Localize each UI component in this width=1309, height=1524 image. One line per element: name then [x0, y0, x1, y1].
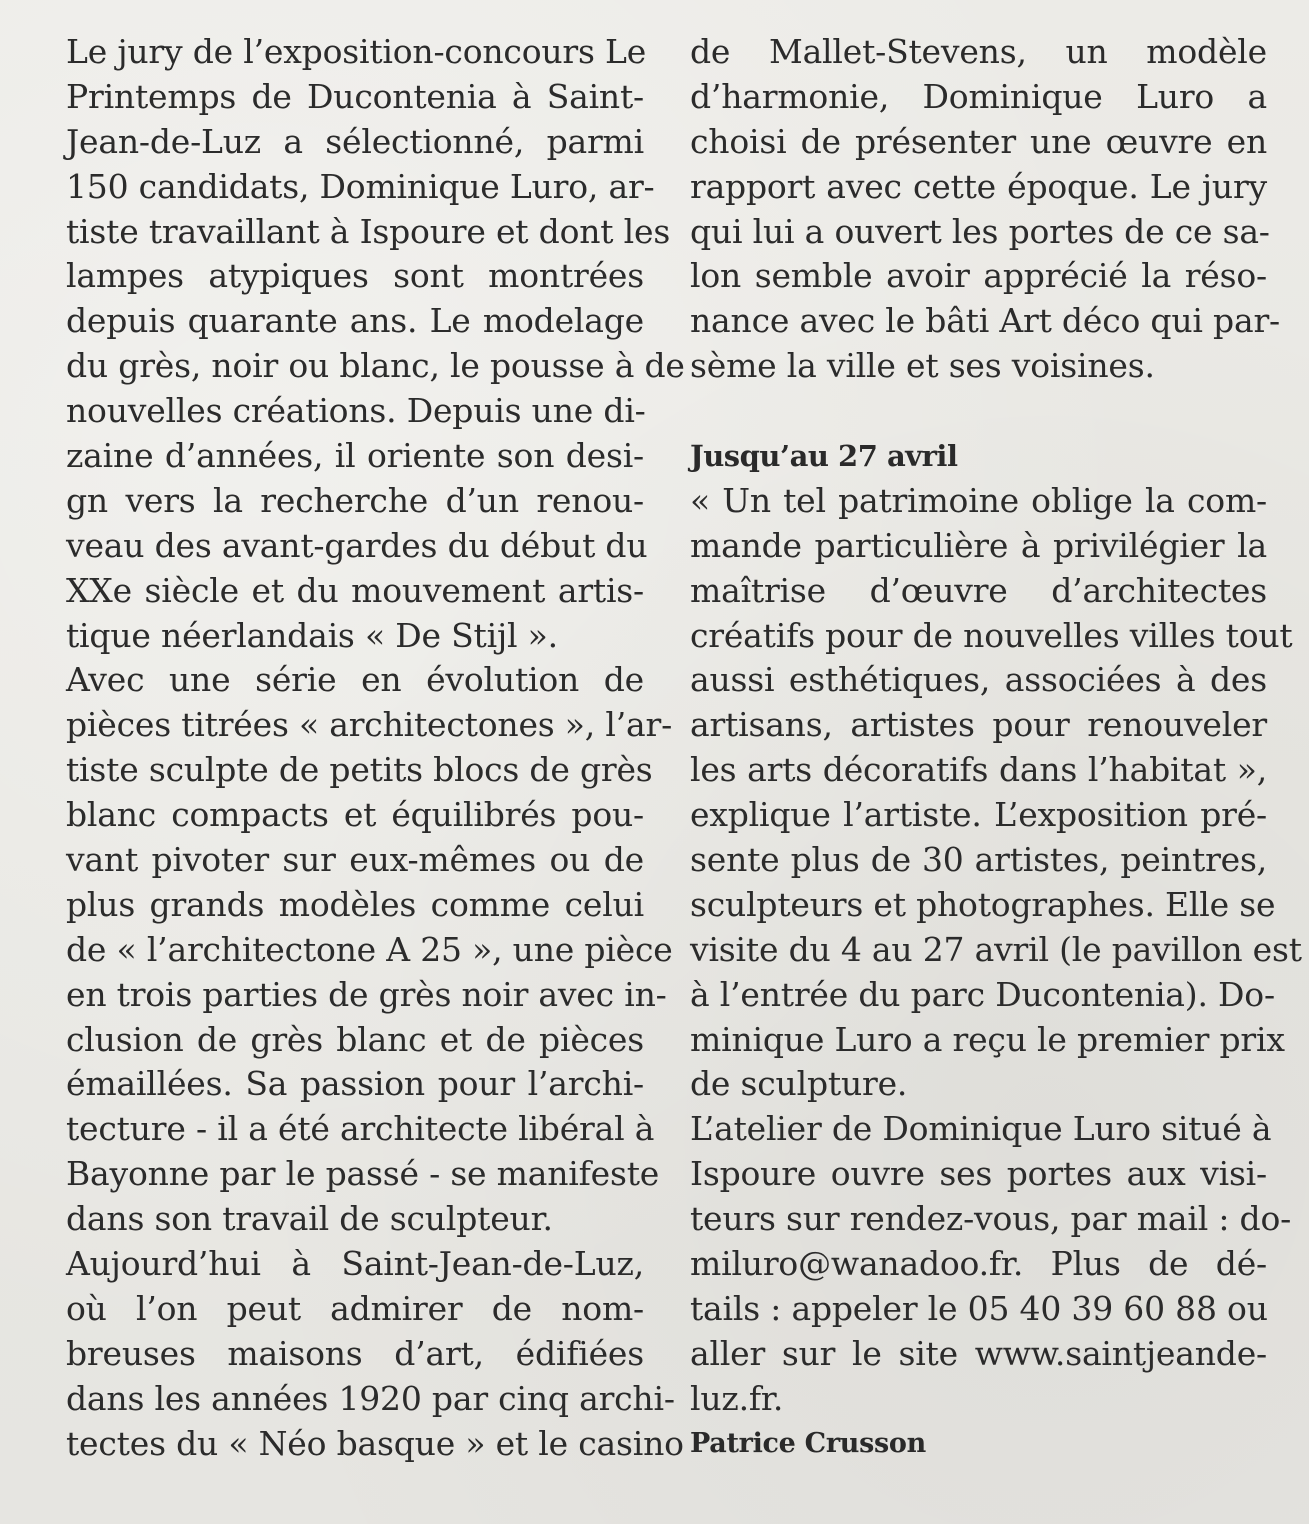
article-line: Ispoure ouvre ses portes aux visi-: [690, 1154, 1267, 1194]
article-line: explique l’artiste. L’exposition pré-: [690, 795, 1267, 835]
article-line: artisans, artistes pour renouveler: [690, 705, 1267, 745]
article-line: L’atelier de Dominique Luro situé à: [690, 1109, 1272, 1149]
article-line: Avec une série en évolution de: [66, 660, 644, 700]
article-line: tique néerlandais « De Stijl ».: [66, 615, 558, 655]
article-line: 150 candidats, Dominique Luro, ar-: [66, 166, 655, 206]
article-line: miluro@wanadoo.fr. Plus de dé-: [690, 1244, 1267, 1284]
article-line: de sculpture.: [690, 1064, 908, 1104]
article-line: XXe siècle et du mouvement artis-: [66, 570, 644, 610]
article-line: minique Luro a reçu le premier prix: [690, 1019, 1285, 1059]
article-line: Printemps de Ducontenia à Saint-: [66, 76, 644, 116]
article-line: luz.fr.: [690, 1378, 784, 1418]
article-left-column: [66, 30, 685, 1467]
article-line: plus grands modèles comme celui: [66, 884, 644, 924]
article-line: où l’on peut admirer de nom-: [66, 1288, 644, 1328]
article-line: depuis quarante ans. Le modelage: [66, 301, 644, 341]
article-line: créatifs pour de nouvelles villes tout: [690, 615, 1293, 655]
article-line: les arts décoratifs dans l’habitat »,: [690, 750, 1267, 790]
article-line: clusion de grès blanc et de pièces: [66, 1019, 644, 1059]
article-line: visite du 4 au 27 avril (le pavillon est: [690, 929, 1302, 969]
article-line: tectes du « Néo basque » et le casino: [66, 1423, 684, 1463]
article-line: nance avec le bâti Art déco qui par-: [690, 301, 1280, 341]
article-line: aussi esthétiques, associées à des: [690, 660, 1267, 700]
article-line: tiste travaillant à Ispoure et dont les: [66, 211, 671, 251]
article-line: pièces titrées « architectones », l’ar-: [66, 705, 673, 745]
article-line: nouvelles créations. Depuis une di-: [66, 391, 646, 431]
article-right-column: [690, 30, 1302, 1467]
article-line: lampes atypiques sont montrées: [66, 256, 644, 296]
article-line: blanc compacts et équilibrés pou-: [66, 795, 644, 835]
article-line: choisi de présenter une œuvre en: [690, 121, 1267, 161]
article-line: Bayonne par le passé - se manifeste: [66, 1154, 660, 1194]
article-line: breuses maisons d’art, édifiées: [66, 1333, 644, 1373]
article-line: de Mallet-Stevens, un modèle: [690, 32, 1267, 71]
author-byline: Patrice Crusson: [690, 1427, 926, 1459]
article-line: vant pivoter sur eux-mêmes ou de: [66, 840, 644, 880]
article-line: dans les années 1920 par cinq archi-: [66, 1378, 675, 1418]
article-line: tails : appeler le 05 40 39 60 88 ou: [690, 1288, 1268, 1328]
article-line: du grès, noir ou blanc, le pousse à de: [66, 346, 685, 386]
article-line: qui lui a ouvert les portes de ce sa-: [690, 211, 1270, 251]
article-line: rapport avec cette époque. Le jury: [690, 166, 1267, 206]
article-line: « Un tel patrimoine oblige la com-: [690, 480, 1267, 520]
article-line: en trois parties de grès noir avec in-: [66, 974, 667, 1014]
article-line: lon semble avoir apprécié la réso-: [690, 256, 1267, 296]
article-line: teurs sur rendez-vous, par mail : do-: [690, 1199, 1292, 1239]
article-line: Le jury de l’exposition-concours Le: [66, 32, 647, 71]
article-line: émaillées. Sa passion pour l’archi-: [66, 1064, 644, 1104]
article-line: aller sur le site www.saintjeande-: [690, 1333, 1267, 1373]
article-line: veau des avant-gardes du début du: [66, 525, 648, 565]
article-line: de « l’architectone A 25 », une pièce: [66, 929, 673, 969]
article-line: à l’entrée du parc Ducontenia). Do-: [690, 974, 1275, 1014]
article-line: gn vers la recherche d’un renou-: [66, 480, 644, 520]
article-line: mande particulière à privilégier la: [690, 525, 1267, 565]
article-line: sente plus de 30 artistes, peintres,: [690, 840, 1267, 880]
section-subheading: Jusqu’au 27 avril: [690, 439, 958, 474]
article-line: maîtrise d’œuvre d’architectes: [690, 570, 1267, 610]
article-line: sculpteurs et photographes. Elle se: [690, 884, 1276, 924]
article-line: tiste sculpte de petits blocs de grès: [66, 750, 653, 790]
article-line: Jean-de-Luz a sélectionné, parmi: [66, 121, 644, 161]
article-line: tecture - il a été architecte libéral à: [66, 1109, 655, 1149]
article-line: zaine d’années, il oriente son desi-: [66, 436, 644, 476]
article-line: d’harmonie, Dominique Luro a: [690, 76, 1267, 116]
article-line: Aujourd’hui à Saint-Jean-de-Luz,: [66, 1244, 644, 1284]
article-line: dans son travail de sculpteur.: [66, 1199, 553, 1239]
article-line: sème la ville et ses voisines.: [690, 346, 1155, 386]
